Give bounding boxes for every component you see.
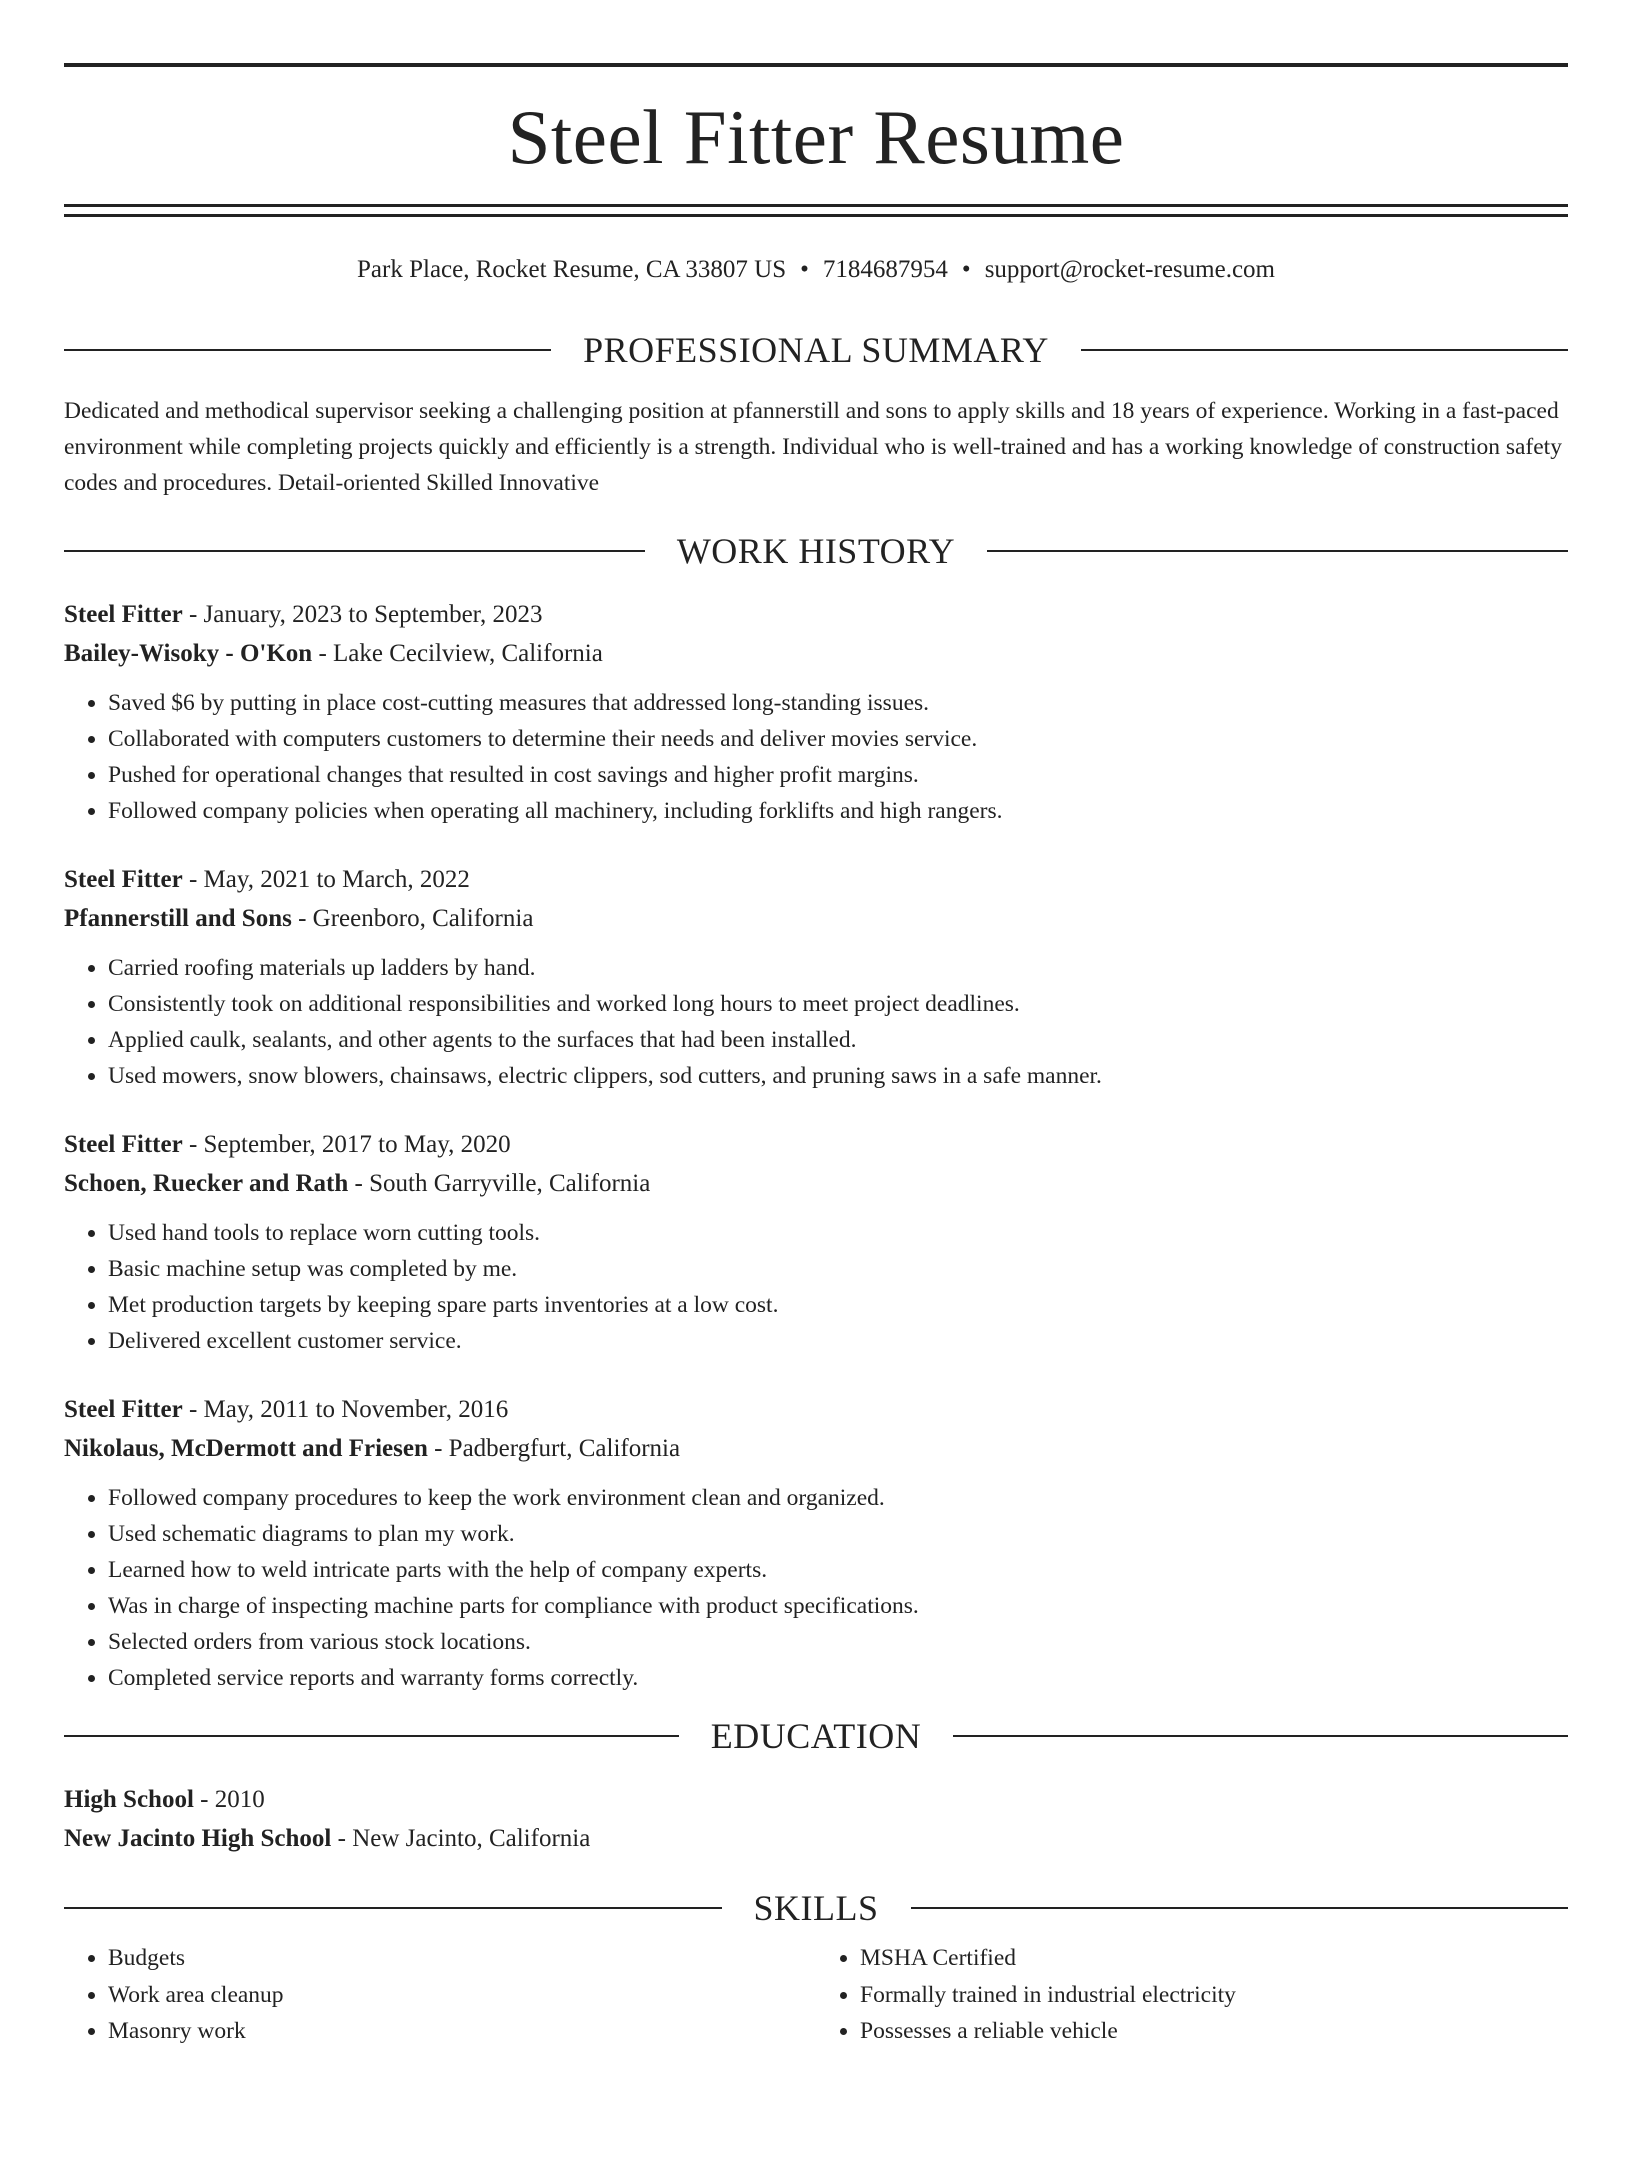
education-location: - New Jacinto, California (331, 1825, 591, 1852)
section-rule (953, 1735, 1568, 1737)
contact-phone: 7184687954 (822, 256, 948, 283)
job-entry (64, 1390, 1568, 1696)
job-entry (64, 1125, 1568, 1359)
skill-item: • Possesses a reliable vehicle (860, 2013, 1568, 2050)
education-entry (64, 1780, 1568, 1858)
list-item: • Used hand tools to replace worn cutting tools. (108, 1215, 1568, 1251)
job-dates: - May, 2011 to November, 2016 (182, 1396, 509, 1423)
contact-separator: • (961, 256, 971, 283)
list-item: • Used mowers, snow blowers, chainsaws, electric clippers, sod cutters, and pruning saws in a safe manner. (108, 1058, 1568, 1094)
job-location: - Lake Cecilview, California (312, 640, 603, 667)
contact-line (64, 255, 1568, 285)
job-company: Nikolaus, McDermott and Friesen (64, 1435, 428, 1462)
list-item: • Used schematic diagrams to plan my work. (108, 1516, 1568, 1552)
job-dates: - September, 2017 to May, 2020 (182, 1131, 511, 1158)
resume-page (0, 63, 1632, 2175)
job-title: Steel Fitter (64, 1131, 183, 1158)
job-location: - Padbergfurt, California (427, 1435, 681, 1462)
section-title: WORK HISTORY (676, 531, 956, 571)
section-header-skills (64, 1890, 1568, 1926)
skills-list-left (64, 1940, 816, 2050)
job-dates: - May, 2021 to March, 2022 (182, 866, 470, 893)
top-rule (64, 63, 1568, 67)
section-rule (1081, 349, 1568, 351)
section-header-education (64, 1718, 1568, 1754)
skills-list-right (816, 1940, 1568, 2050)
section-header-work-history (64, 533, 1568, 569)
education-degree: High School (64, 1786, 194, 1813)
list-item: • Carried roofing materials up ladders by hand. (108, 950, 1568, 986)
section-title: PROFESSIONAL SUMMARY (583, 330, 1049, 370)
job-duties-list (64, 950, 1568, 1094)
list-item: • Consistently took on additional responsibilities and worked long hours to meet project deadlines. (108, 986, 1568, 1022)
section-title: SKILLS (753, 1888, 879, 1928)
job-company: Schoen, Ruecker and Rath (64, 1170, 349, 1197)
education-year: - 2010 (193, 1786, 265, 1813)
job-dates: - January, 2023 to September, 2023 (182, 601, 543, 628)
list-item: • Collaborated with computers customers to determine their needs and deliver movies service. (108, 721, 1568, 757)
list-item: • Selected orders from various stock locations. (108, 1624, 1568, 1660)
list-item: • Pushed for operational changes that resulted in cost savings and higher profit margins. (108, 757, 1568, 793)
skill-item: • Work area cleanup (108, 1977, 816, 2014)
skill-item: • MSHA Certified (860, 1940, 1568, 1977)
list-item: • Followed company policies when operating all machinery, including forklifts and high rangers. (108, 793, 1568, 829)
list-item: • Learned how to weld intricate parts with the help of company experts. (108, 1552, 1568, 1588)
section-header-summary (64, 332, 1568, 368)
job-location: - South Garryville, California (348, 1170, 651, 1197)
section-title: EDUCATION (710, 1716, 922, 1756)
job-entry (64, 860, 1568, 1094)
contact-email[interactable]: support@rocket-resume.com (984, 256, 1275, 283)
section-rule (64, 349, 551, 351)
list-item: • Completed service reports and warranty forms correctly. (108, 1660, 1568, 1696)
contact-separator: • (800, 256, 809, 283)
summary-text: Dedicated and methodical supervisor seeking a challenging position at pfannerstill and sons to apply skills and 18 years of experience. Working in a fast-paced environment while completing projects quickly and efficiently is a strength. Individual who is well-trained and has a working knowledge of construction safety codes and procedures. Detail-oriented Skilled Innovative (64, 398, 1562, 496)
skill-item: • Budgets (108, 1940, 816, 1977)
job-title: Steel Fitter (64, 866, 183, 893)
skills-columns (64, 1926, 1568, 2050)
skill-item: • Formally trained in industrial electricity (860, 1977, 1568, 2014)
section-rule (64, 550, 645, 552)
section-rule (64, 1907, 722, 1909)
section-rule (64, 1735, 679, 1737)
job-company: Bailey-Wisoky - O'Kon (64, 640, 313, 667)
job-title: Steel Fitter (64, 1396, 183, 1423)
list-item: • Followed company procedures to keep the work environment clean and organized. (108, 1480, 1568, 1516)
skill-item: • Masonry work (108, 2013, 816, 2050)
list-item: • Delivered excellent customer service. (108, 1323, 1568, 1359)
list-item: • Saved $6 by putting in place cost-cutting measures that addressed long-standing issues. (108, 685, 1568, 721)
job-location: - Greenboro, California (291, 905, 534, 932)
section-rule (911, 1907, 1569, 1909)
section-rule (987, 550, 1568, 552)
list-item: • Basic machine setup was completed by me. (108, 1251, 1568, 1287)
title-double-rule (64, 204, 1568, 217)
education-school: New Jacinto High School (64, 1825, 332, 1852)
job-duties-list (64, 1480, 1568, 1696)
list-item: • Was in charge of inspecting machine parts for compliance with product specifications. (108, 1588, 1568, 1624)
job-entry (64, 595, 1568, 829)
contact-address: Park Place, Rocket Resume, CA 33807 US (357, 256, 787, 283)
job-duties-list (64, 685, 1568, 829)
job-title: Steel Fitter (64, 601, 183, 628)
job-company: Pfannerstill and Sons (64, 905, 292, 932)
job-duties-list (64, 1215, 1568, 1359)
list-item: • Met production targets by keeping spare parts inventories at a low cost. (108, 1287, 1568, 1323)
page-title: Steel Fitter Resume (507, 94, 1125, 180)
list-item: • Applied caulk, sealants, and other agents to the surfaces that had been installed. (108, 1022, 1568, 1058)
